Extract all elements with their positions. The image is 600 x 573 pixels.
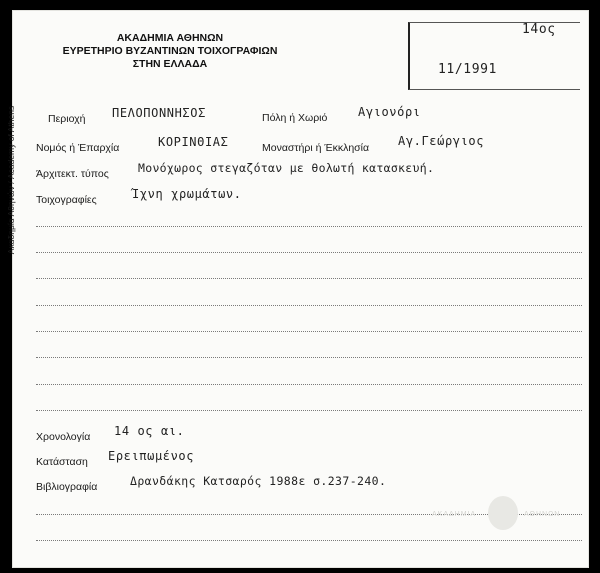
dating-label: Χρονολογία bbox=[36, 431, 91, 443]
condition-label: Κατάσταση bbox=[36, 456, 88, 468]
watermark-left-text: ΑΚΑΔΗΜΙΑ bbox=[432, 511, 477, 518]
arch-value: Μονόχωρος στεγαζόταν με θολωτή κατασκευή. bbox=[138, 161, 435, 175]
prefecture-label: Νομός ή Έπαρχία bbox=[36, 142, 120, 154]
dotted-line bbox=[36, 357, 582, 358]
dotted-line bbox=[36, 305, 582, 306]
prefecture-value: ΚΟΡΙΝΘΙΑΣ bbox=[158, 135, 229, 149]
bibliography-label: Βιβλιογραφία bbox=[36, 481, 98, 493]
dotted-line bbox=[36, 226, 582, 227]
dotted-line bbox=[36, 252, 582, 253]
side-archive-text: Ακαδημία Αθηνών / Academy of Athens bbox=[6, 105, 16, 255]
academy-seal-watermark bbox=[488, 496, 518, 530]
dotted-line bbox=[36, 410, 582, 411]
dotted-line bbox=[36, 384, 582, 385]
bibliography-value: Δρανδάκης Κατσαρός 1988ε σ.237-240. bbox=[130, 474, 387, 488]
town-label: Πόλη ή Χωριό bbox=[262, 112, 328, 124]
dotted-line bbox=[36, 540, 582, 541]
condition-value: Ερειπωμένος bbox=[108, 449, 195, 463]
header-line-2: ΕΥΡΕΤΗΡΙΟ ΒΥΖΑΝΤΙΝΩΝ ΤΟΙΧΟΓΡΑΦΙΩΝ bbox=[62, 45, 278, 57]
watermark-right-text: ΑΘΗΝΩΝ bbox=[524, 511, 561, 518]
box-value: 11/1991 bbox=[438, 62, 497, 77]
arch-label: Άρχιτεκτ. τύπος bbox=[36, 168, 109, 180]
frescoes-label: Τοιχογραφίες bbox=[36, 194, 97, 206]
header-line-3: ΣΤΗΝ ΕΛΛΑΔΑ bbox=[132, 58, 208, 70]
corner-code: 14ος bbox=[522, 22, 556, 37]
monastery-value: Αγ.Γεώργιος bbox=[398, 134, 485, 148]
region-label: Περιοχή bbox=[48, 113, 86, 125]
region-value: ΠΕΛΟΠΟΝΝΗΣΟΣ bbox=[112, 106, 206, 120]
dotted-line bbox=[36, 331, 582, 332]
dating-value: 14 ος αι. bbox=[114, 424, 185, 438]
frescoes-value: Ίχνη χρωμάτων. bbox=[132, 187, 242, 201]
monastery-label: Μοναστήρι ή Έκκλησία bbox=[262, 142, 370, 154]
header-line-1: ΑΚΑΔΗΜΙΑ ΑΘΗΝΩΝ bbox=[116, 32, 224, 44]
dotted-line bbox=[36, 278, 582, 279]
number-box bbox=[408, 22, 580, 90]
side-archive-label bbox=[2, 30, 20, 330]
town-value: Αγιονόρι bbox=[358, 105, 421, 119]
